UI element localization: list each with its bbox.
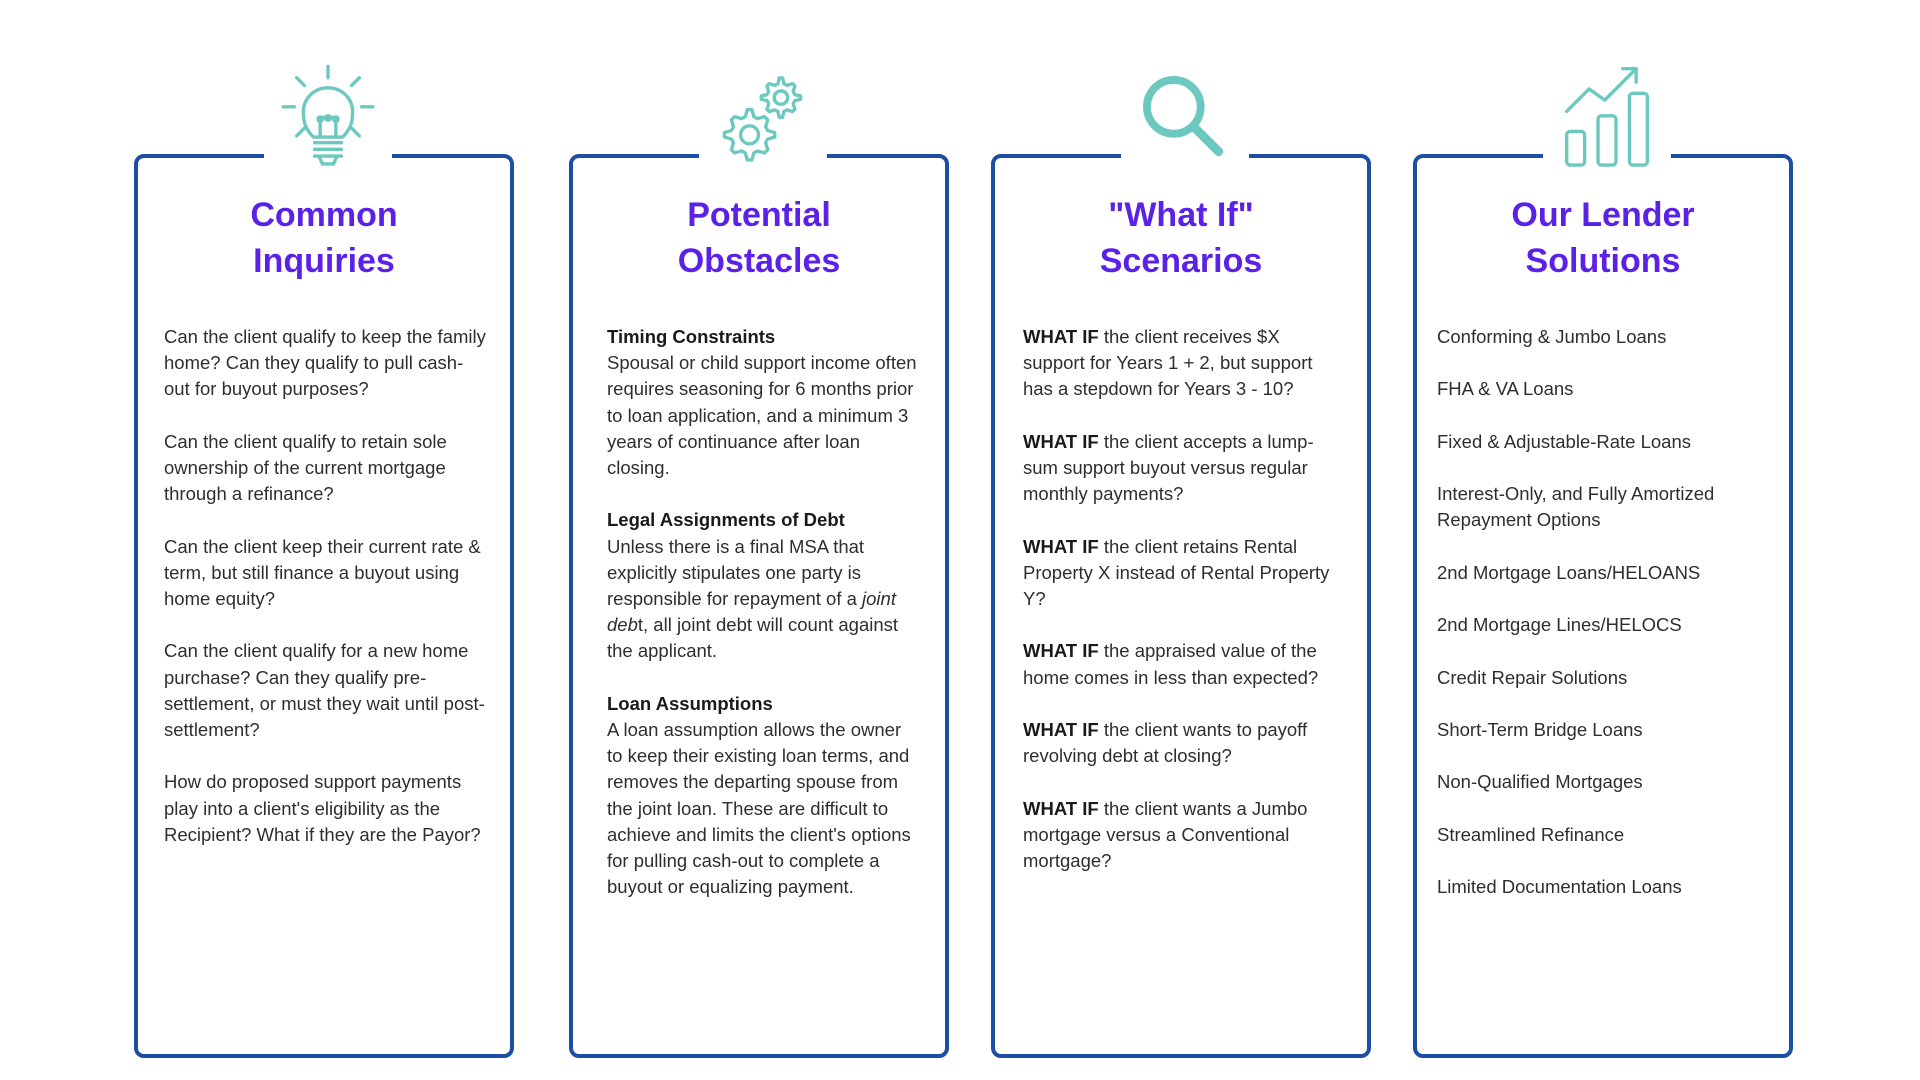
scenario-item — [1023, 429, 1343, 508]
solution-item: Streamlined Refinance — [1437, 823, 1625, 845]
scenario-item — [1023, 638, 1343, 690]
solution-item: Interest-Only, and Fully Amortized Repayment Options — [1437, 483, 1715, 531]
obstacle-section — [607, 324, 921, 481]
obstacle-text: Unless there is a final MSA that explicitly stipulates one party is responsible for repayment of a — [607, 535, 865, 610]
scenario-text: the client wants a Jumbo mortgage versus a Conventional mortgage? — [1023, 797, 1308, 871]
scenario-text: the appraised value of the home comes in less than expected? — [1023, 640, 1319, 688]
card-common-inquiries — [134, 154, 514, 1058]
scenario-item — [1023, 534, 1343, 613]
card-title — [573, 192, 945, 284]
title-line-2: Scenarios — [1099, 242, 1263, 280]
lightbulb-icon-wrap — [264, 58, 392, 178]
gears-icon-wrap — [699, 58, 827, 178]
growth-chart-icon-wrap — [1543, 58, 1671, 178]
inquiry-paragraph: Can the client qualify to retain sole ownership of the current mortgage through a refinance? — [164, 430, 447, 505]
card-title — [995, 192, 1367, 284]
solution-item: 2nd Mortgage Lines/HELOCS — [1437, 614, 1682, 636]
obstacle-heading: Loan Assumptions — [607, 692, 773, 714]
scenario-item — [1023, 717, 1343, 769]
scenario-lead: WHAT IF — [1023, 640, 1099, 662]
scenario-lead: WHAT IF — [1023, 430, 1099, 452]
solution-item: Credit Repair Solutions — [1437, 666, 1628, 688]
title-line-1: Potential — [687, 196, 831, 234]
obstacle-heading: Legal Assignments of Debt — [607, 509, 845, 531]
gears-icon — [707, 62, 819, 174]
obstacle-section — [607, 507, 921, 664]
card-potential-obstacles — [569, 154, 949, 1058]
card-what-if-scenarios — [991, 154, 1371, 1058]
obstacle-heading: Timing Constraints — [607, 326, 776, 347]
solution-item: Non-Qualified Mortgages — [1437, 771, 1643, 793]
scenario-lead: WHAT IF — [1023, 535, 1099, 557]
scenario-item — [1023, 324, 1343, 403]
scenario-lead: WHAT IF — [1023, 718, 1099, 740]
title-line-1: Our Lender — [1511, 196, 1695, 234]
solution-item: Limited Documentation Loans — [1437, 876, 1682, 898]
growth-chart-icon — [1551, 62, 1663, 174]
solution-item: FHA & VA Loans — [1437, 378, 1574, 400]
solution-item: 2nd Mortgage Loans/HELOANS — [1437, 561, 1701, 583]
scenario-text: the client accepts a lump-sum support buyout versus regular monthly payments? — [1023, 430, 1314, 505]
obstacle-text-italic: joint deb — [607, 588, 896, 636]
magnifier-icon — [1129, 62, 1241, 174]
magnifier-icon-wrap — [1121, 58, 1249, 178]
scenario-text: the client receives $X support for Years 1 + 2, but support has a stepdown for Years 3 - 10? — [1023, 326, 1313, 400]
card-lender-solutions — [1413, 154, 1793, 1058]
scenario-text: the client wants to payoff revolving debt at closing? — [1023, 718, 1308, 767]
obstacle-text: A loan assumption allows the owner to keep their existing loan terms, and removes the departing spouse from the joint loan. These are difficult to achieve and limits the client's options for pulling cash-out to complete a buyout or equalizing payment. — [607, 719, 911, 898]
inquiry-paragraph: How do proposed support payments play into a client's eligibility as the Recipient? What if they are the Payor? — [164, 771, 481, 845]
title-line-1: Common — [250, 196, 398, 234]
scenario-item — [1023, 796, 1343, 875]
card-title — [138, 192, 510, 284]
obstacle-section — [607, 691, 921, 901]
card-title — [1417, 192, 1789, 284]
inquiry-paragraph: Can the client keep their current rate & term, but still finance a buyout using home equity? — [164, 535, 481, 609]
scenario-lead: WHAT IF — [1023, 797, 1099, 819]
solution-item: Conforming & Jumbo Loans — [1437, 326, 1667, 347]
inquiry-paragraph: Can the client qualify to keep the family home? Can they qualify to pull cash-out for buyout purposes? — [164, 326, 486, 400]
solution-item: Fixed & Adjustable-Rate Loans — [1437, 430, 1692, 452]
lightbulb-icon — [272, 62, 384, 174]
title-line-2: Inquiries — [253, 242, 395, 280]
card-body — [164, 324, 486, 874]
obstacle-text: Spousal or child support income often requires seasoning for 6 months prior to loan application, and a minimum 3 years of continuance after loan closing. — [607, 352, 917, 479]
scenario-text: the client retains Rental Property X instead of Rental Property Y? — [1023, 535, 1330, 609]
title-line-2: Obstacles — [677, 242, 841, 280]
card-body — [1023, 324, 1343, 900]
obstacle-text: t, all joint debt will count against the applicant. — [607, 614, 899, 662]
card-body — [1437, 324, 1765, 927]
title-line-2: Solutions — [1525, 242, 1681, 280]
solution-item: Short-Term Bridge Loans — [1437, 718, 1643, 740]
inquiry-paragraph: Can the client qualify for a new home purchase? Can they qualify pre-settlement, or must they wait until post-settlement? — [164, 640, 485, 740]
scenario-lead: WHAT IF — [1023, 326, 1099, 347]
title-line-1: "What If" — [1108, 196, 1254, 234]
card-body — [607, 324, 921, 927]
